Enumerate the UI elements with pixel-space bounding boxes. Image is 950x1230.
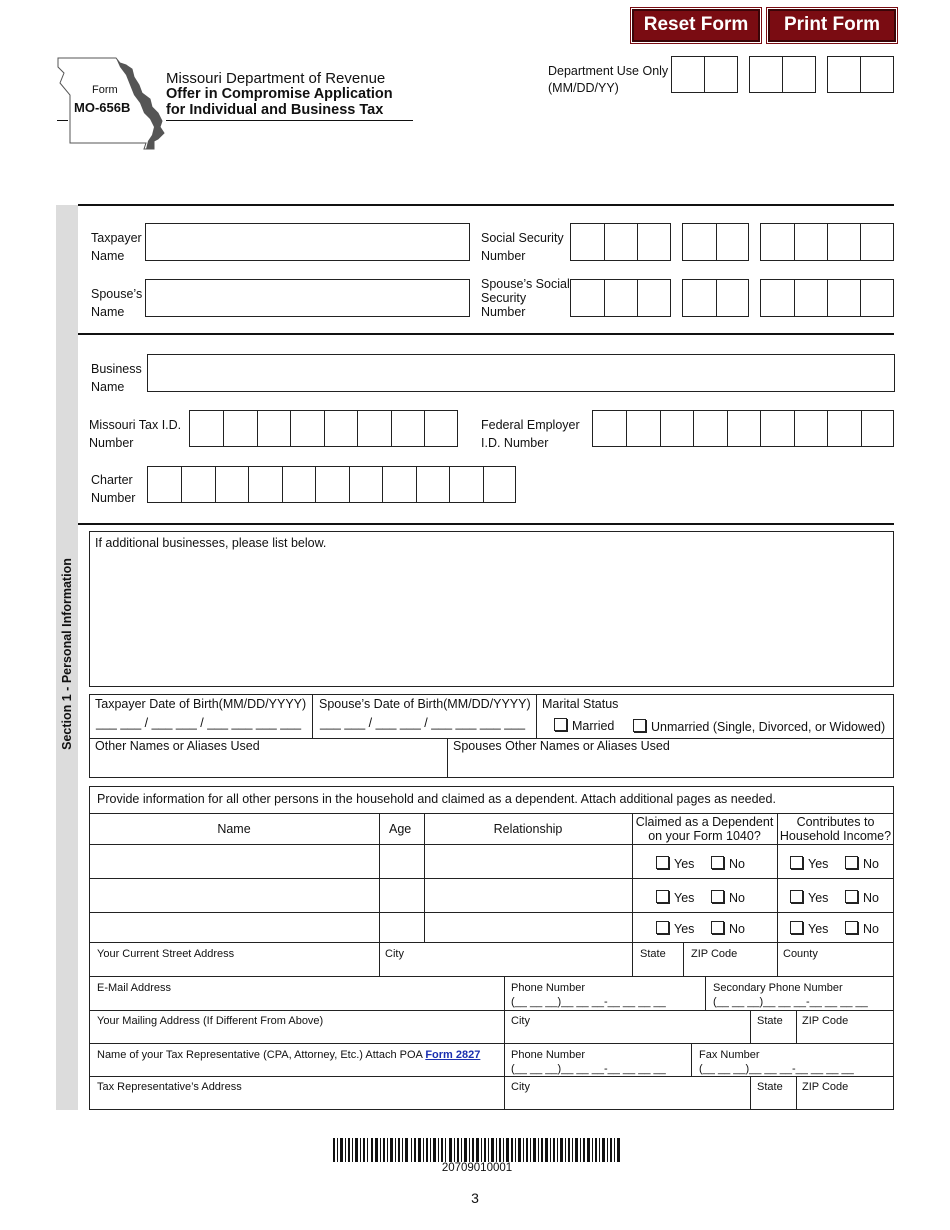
spouse-ssn-part1[interactable] <box>570 279 671 317</box>
checkbox-icon[interactable] <box>656 921 669 934</box>
fein-input[interactable] <box>592 410 894 447</box>
tax-rep-label: Name of your Tax Representative (CPA, Attorney, Etc.) Attach POA Form 2827 <box>97 1049 481 1061</box>
mo-tax-id-input[interactable] <box>189 410 458 447</box>
barcode-number: 20709010001 <box>441 1162 513 1174</box>
checkbox-icon[interactable] <box>845 921 858 934</box>
ssn-part2[interactable] <box>682 223 749 261</box>
checkbox-icon[interactable] <box>711 921 724 934</box>
checkbox-icon[interactable] <box>711 856 724 869</box>
fein-label: Federal Employer I.D. Number <box>481 418 580 450</box>
phone-input[interactable]: (__ __ __)__ __ __-__ __ __ __ <box>511 996 666 1008</box>
col-age-header: Age <box>389 822 412 836</box>
checkbox-icon[interactable] <box>790 921 803 934</box>
county-label: County <box>783 948 818 960</box>
mailing-city-label: City <box>511 1015 530 1027</box>
col-contributes-header: Contributes to Household Income? <box>779 815 892 843</box>
form-title-line2: for Individual and Business Tax <box>166 102 384 118</box>
aliases-label: Other Names or Aliases Used <box>95 739 260 753</box>
ssn-label: Social Security Number <box>481 231 564 263</box>
street-address-label: Your Current Street Address <box>97 948 235 960</box>
checkbox-icon[interactable] <box>845 856 858 869</box>
email-label: E-Mail Address <box>97 982 171 994</box>
checkbox-icon[interactable] <box>711 890 724 903</box>
dept-use-month[interactable] <box>671 56 738 93</box>
secondary-phone-input[interactable]: (__ __ __)__ __ __-__ __ __ __ <box>713 996 868 1008</box>
married-option[interactable]: Married <box>554 718 614 733</box>
state-label: State <box>640 948 666 960</box>
dept-use-day[interactable] <box>749 56 816 93</box>
spouse-dob-label: Spouse’s Date of Birth(MM/DD/YYYY) <box>319 697 531 711</box>
dep1-claimed-no[interactable]: No <box>711 856 745 871</box>
dep3-claimed-yes[interactable]: Yes <box>656 921 694 936</box>
dep1-claimed-yes[interactable]: Yes <box>656 856 694 871</box>
marital-status-label: Marital Status <box>542 697 619 711</box>
taxpayer-dob-input[interactable]: ___ ___ / ___ ___ / ___ ___ ___ ___ <box>96 716 302 730</box>
form-2827-link[interactable]: Form 2827 <box>425 1049 481 1061</box>
agency-name: Missouri Department of Revenue <box>166 70 386 87</box>
mailing-state-label: State <box>757 1015 783 1027</box>
section-sidebar <box>56 205 78 1110</box>
fax-label: Fax Number <box>699 1049 760 1061</box>
section-title: Section 1 - Personal Information <box>60 558 74 750</box>
business-name-input[interactable] <box>147 354 895 392</box>
ssn-part1[interactable] <box>570 223 671 261</box>
dept-use-year[interactable] <box>827 56 894 93</box>
spouse-name-label: Spouse’s Name <box>91 287 143 319</box>
city-label: City <box>385 948 404 960</box>
ssn-part3[interactable] <box>760 223 894 261</box>
form-number: MO-656B <box>74 100 131 115</box>
print-form-button[interactable]: Print Form <box>768 9 896 42</box>
rep-state-label: State <box>757 1081 783 1093</box>
rep-address-label: Tax Representative’s Address <box>97 1081 242 1093</box>
phone-label: Phone Number <box>511 982 585 994</box>
additional-businesses-textarea[interactable] <box>89 531 894 687</box>
dep3-contrib-yes[interactable]: Yes <box>790 921 828 936</box>
dep2-contrib-no[interactable]: No <box>845 890 879 905</box>
checkbox-icon[interactable] <box>790 856 803 869</box>
dep1-contrib-yes[interactable]: Yes <box>790 856 828 871</box>
form-title-line1: Offer in Compromise Application <box>166 86 393 102</box>
spouse-name-input[interactable] <box>145 279 470 317</box>
dept-use-label: Department Use Only (MM/DD/YY) <box>548 64 669 95</box>
col-name-header: Name <box>217 822 251 836</box>
zip-label: ZIP Code <box>691 948 738 960</box>
married-checkbox[interactable] <box>554 718 567 731</box>
dep2-claimed-yes[interactable]: Yes <box>656 890 694 905</box>
dependents-intro: Provide information for all other persons in the household and claimed as a dependent. Attach additional pages as needed. <box>97 792 776 806</box>
col-claimed-header: Claimed as a Dependent on your Form 1040? <box>635 815 774 843</box>
secondary-phone-label: Secondary Phone Number <box>713 982 843 994</box>
col-relationship-header: Relationship <box>493 822 563 836</box>
fax-input[interactable]: (__ __ __)__ __ __-__ __ __ __ <box>699 1063 854 1075</box>
unmarried-checkbox[interactable] <box>633 719 646 732</box>
dep3-claimed-no[interactable]: No <box>711 921 745 936</box>
business-name-label: Business Name <box>91 362 142 394</box>
checkbox-icon[interactable] <box>656 856 669 869</box>
dep2-contrib-yes[interactable]: Yes <box>790 890 828 905</box>
spouse-aliases-label: Spouses Other Names or Aliases Used <box>453 739 670 753</box>
dep3-contrib-no[interactable]: No <box>845 921 879 936</box>
form-word: Form <box>92 84 118 96</box>
charter-number-label: Charter Number <box>91 473 136 505</box>
spouse-ssn-part3[interactable] <box>760 279 894 317</box>
unmarried-option[interactable]: Unmarried (Single, Divorced, or Widowed) <box>633 719 885 734</box>
reset-form-button[interactable]: Reset Form <box>632 9 760 42</box>
dep2-claimed-no[interactable]: No <box>711 890 745 905</box>
page-number: 3 <box>471 1190 479 1206</box>
rep-phone-input[interactable]: (__ __ __)__ __ __-__ __ __ __ <box>511 1063 666 1075</box>
mailing-zip-label: ZIP Code <box>802 1015 849 1027</box>
spouse-ssn-label: Spouse’s Social Security Number <box>481 277 570 319</box>
additional-businesses-label: If additional businesses, please list below. <box>95 536 327 550</box>
spouse-ssn-part2[interactable] <box>682 279 749 317</box>
dep1-contrib-no[interactable]: No <box>845 856 879 871</box>
mo-tax-id-label: Missouri Tax I.D. Number <box>89 418 182 450</box>
taxpayer-name-label: Taxpayer Name <box>91 231 142 263</box>
mailing-address-label: Your Mailing Address (If Different From Above) <box>97 1015 324 1027</box>
charter-number-input[interactable] <box>147 466 516 503</box>
taxpayer-name-input[interactable] <box>145 223 470 261</box>
taxpayer-dob-label: Taxpayer Date of Birth(MM/DD/YYYY) <box>95 697 307 711</box>
checkbox-icon[interactable] <box>845 890 858 903</box>
rep-phone-label: Phone Number <box>511 1049 585 1061</box>
rep-zip-label: ZIP Code <box>802 1081 849 1093</box>
rep-city-label: City <box>511 1081 530 1093</box>
spouse-dob-input[interactable]: ___ ___ / ___ ___ / ___ ___ ___ ___ <box>320 716 526 730</box>
checkbox-icon[interactable] <box>790 890 803 903</box>
checkbox-icon[interactable] <box>656 890 669 903</box>
barcode <box>333 1138 621 1162</box>
